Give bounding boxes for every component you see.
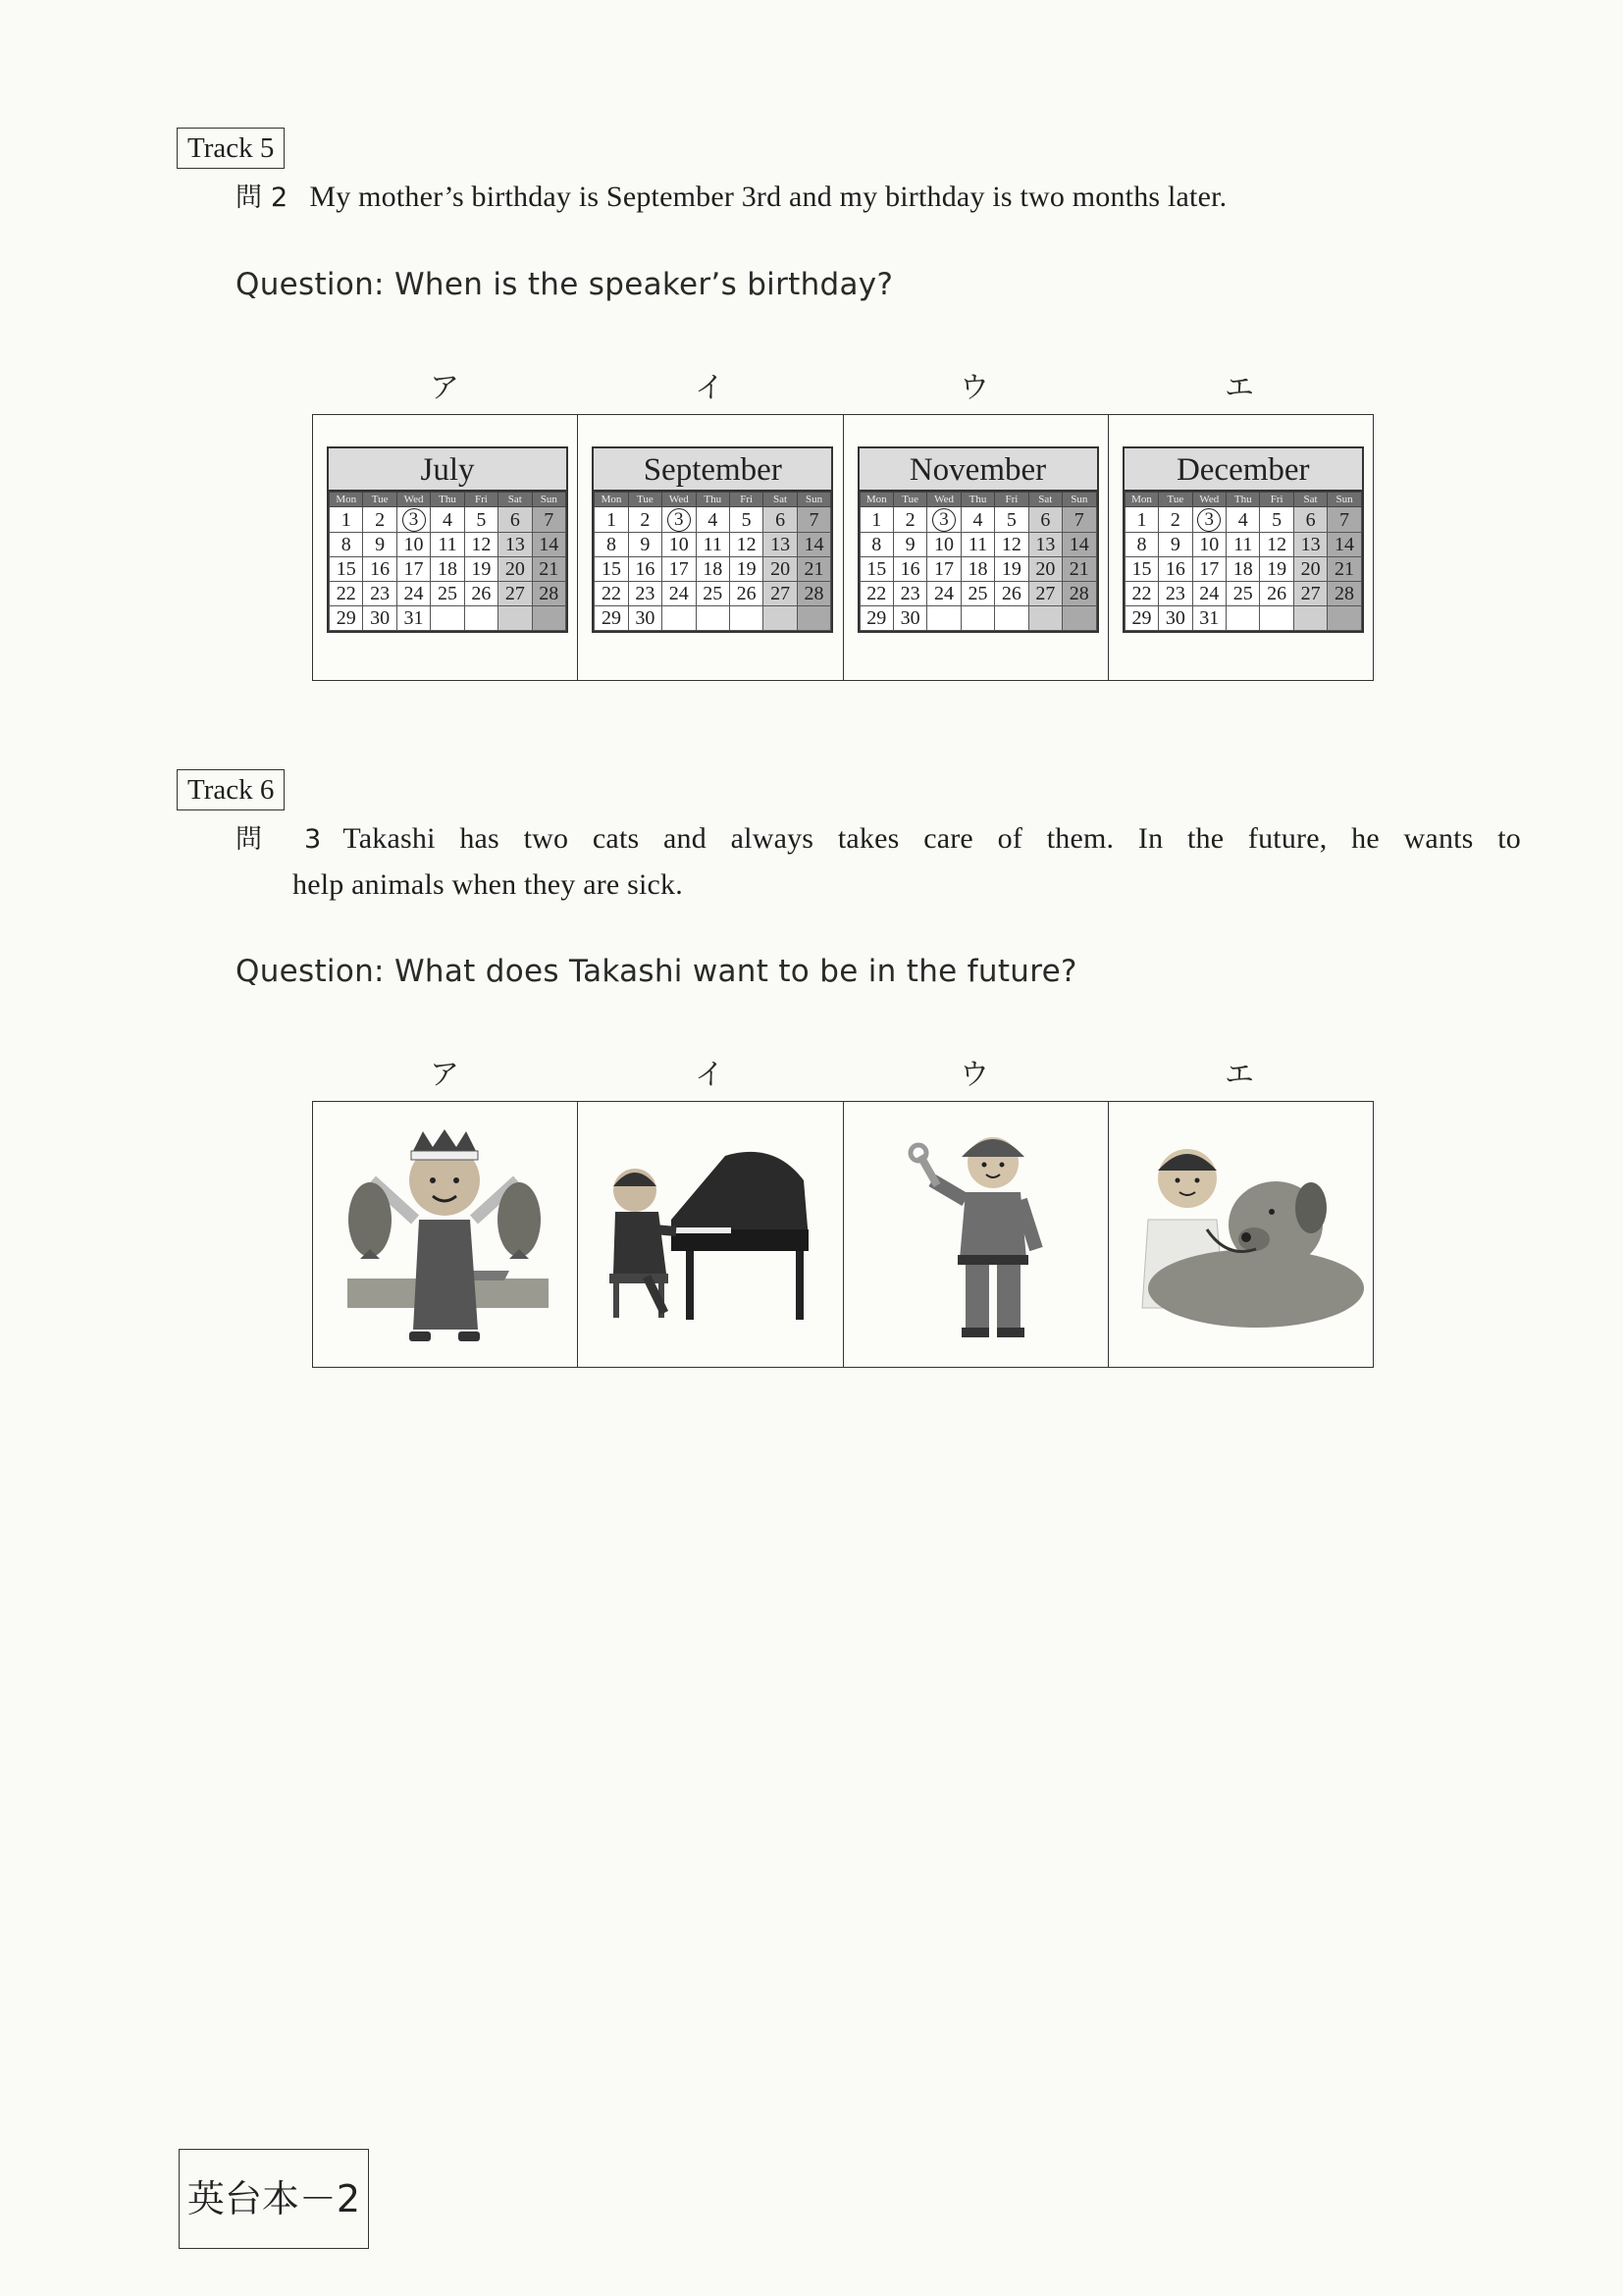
pianist-illustration [578,1102,843,1367]
calendar-day: 13 [1293,533,1327,557]
calendar-day: 5 [995,507,1028,533]
calendar-day: 2 [363,507,396,533]
calendar-day: 16 [1159,557,1192,582]
choice-a-letter: ア [430,1058,459,1092]
weekday-header: Sun [532,493,565,507]
calendar-day [532,606,565,631]
calendar-day: 14 [1328,533,1361,557]
calendar-day: 5 [464,507,497,533]
calendar-day: 7 [532,507,565,533]
weekday-header: Thu [696,493,729,507]
calendar-day: 4 [696,507,729,533]
calendar-day: 31 [396,606,430,631]
weekday-header: Tue [628,493,661,507]
calendar-day: 30 [363,606,396,631]
calendar-day: 16 [628,557,661,582]
choice-i-panel[interactable] [578,1102,843,1367]
calendar-day [464,606,497,631]
calendar-day: 30 [628,606,661,631]
calendar-day: 11 [696,533,729,557]
calendar-day: 13 [1028,533,1062,557]
calendar-day: 16 [363,557,396,582]
calendar-day: 2 [628,507,661,533]
calendar-day: 5 [729,507,762,533]
mechanic-illustration [844,1102,1109,1367]
calendar-day: 15 [860,557,893,582]
calendar-day: 21 [797,557,830,582]
calendar-day: 9 [1159,533,1192,557]
calendar-day: 22 [860,582,893,606]
calendar-day [1328,606,1361,631]
calendar-day: 22 [330,582,363,606]
question-3-statement [236,816,1521,908]
calendar-day: 11 [961,533,994,557]
calendar-day: 15 [330,557,363,582]
choice-u-letter: ウ [960,371,989,405]
choice-i-letter: イ [695,1058,724,1092]
calendar-day: 30 [893,606,926,631]
calendar-day: 12 [464,533,497,557]
calendar-day: 29 [330,606,363,631]
calendar-day: 7 [1328,507,1361,533]
calendar-day [1293,606,1327,631]
question-3-prompt: Question: What does Takashi want to be in the future? [236,954,1077,989]
calendar-day: 8 [330,533,363,557]
calendar-day: 7 [1063,507,1096,533]
choice-i-letter: イ [695,371,724,405]
weekday-header: Wed [927,493,961,507]
calendar-day: 1 [330,507,363,533]
calendar-day: 6 [498,507,532,533]
calendar-day: 3 [1192,507,1226,533]
calendar-day: 18 [431,557,464,582]
calendar-day: 23 [628,582,661,606]
question-2-number: 問 2 [236,183,288,213]
choice-a-letter: ア [430,371,459,405]
calendar-day [696,606,729,631]
calendar-day: 26 [1260,582,1293,606]
weekday-header: Fri [729,493,762,507]
calendar-day: 18 [1227,557,1260,582]
calendar-day: 28 [1328,582,1361,606]
calendar-day: 29 [1125,606,1158,631]
question-2-statement [236,175,1442,221]
weekday-header: Mon [595,493,628,507]
calendar-day: 2 [893,507,926,533]
calendar-day: 18 [961,557,994,582]
calendar-day: 23 [893,582,926,606]
weekday-header: Sat [498,493,532,507]
calendar-day: 29 [860,606,893,631]
calendar-day: 2 [1159,507,1192,533]
calendar-day: 23 [1159,582,1192,606]
calendar-day: 21 [1328,557,1361,582]
choice-e-panel[interactable] [1109,415,1373,680]
weekday-header: Wed [396,493,430,507]
choice-i-panel[interactable] [578,415,843,680]
weekday-header: Sun [1063,493,1096,507]
calendar-day: 19 [995,557,1028,582]
calendar-day: 20 [763,557,797,582]
calendar-day: 21 [532,557,565,582]
weekday-header: Sat [763,493,797,507]
calendar-month-title: July [329,448,566,492]
question-3-text-line2: help animals when they are sick. [292,868,683,901]
calendar-month-title: September [594,448,831,492]
calendar-day: 28 [532,582,565,606]
calendar-day: 14 [532,533,565,557]
calendar-day: 4 [431,507,464,533]
calendar-day [927,606,961,631]
calendar-day: 3 [927,507,961,533]
calendar-day: 27 [1293,582,1327,606]
calendar-day: 13 [498,533,532,557]
calendar-day: 9 [628,533,661,557]
question-2-text: My mother’s birthday is September 3rd and my birthday is two months later. [309,181,1228,213]
calendar-day: 24 [662,582,696,606]
weekday-header: Tue [363,493,396,507]
calendar-day: 10 [396,533,430,557]
calendar-choices [312,414,1374,681]
calendar-day: 9 [893,533,926,557]
calendar-day: 12 [729,533,762,557]
calendar-day: 3 [662,507,696,533]
weekday-header: Tue [1159,493,1192,507]
weekday-header: Sun [797,493,830,507]
calendar-day [729,606,762,631]
calendar-day: 11 [1227,533,1260,557]
choice-u-panel[interactable] [844,415,1109,680]
calendar-day: 27 [498,582,532,606]
calendar-day: 22 [1125,582,1158,606]
track-5-label: Track 5 [177,128,285,169]
calendar-day: 8 [595,533,628,557]
calendar [327,446,568,633]
calendar-day: 14 [797,533,830,557]
calendar-day: 24 [927,582,961,606]
calendar [858,446,1099,633]
calendar-day: 22 [595,582,628,606]
calendar-day [1063,606,1096,631]
calendar-day: 14 [1063,533,1096,557]
weekday-header: Mon [860,493,893,507]
calendar-day: 5 [1260,507,1293,533]
calendar-day: 27 [1028,582,1062,606]
choice-u-letter: ウ [960,1058,989,1092]
calendar-day: 19 [1260,557,1293,582]
calendar-day: 26 [464,582,497,606]
calendar-day: 25 [961,582,994,606]
calendar-day: 25 [696,582,729,606]
calendar-day [995,606,1028,631]
calendar-day: 31 [1192,606,1226,631]
calendar-day: 29 [595,606,628,631]
calendar-day: 9 [363,533,396,557]
weekday-header: Wed [662,493,696,507]
calendar-day: 25 [1227,582,1260,606]
calendar-day: 20 [1293,557,1327,582]
calendar-day: 28 [797,582,830,606]
calendar-day: 3 [396,507,430,533]
choice-e-letter: エ [1225,371,1254,405]
weekday-header: Thu [1227,493,1260,507]
calendar-day [1260,606,1293,631]
calendar-day [1227,606,1260,631]
calendar-day: 24 [1192,582,1226,606]
calendar-day: 20 [498,557,532,582]
weekday-header: Thu [431,493,464,507]
calendar-day: 1 [860,507,893,533]
weekday-header: Sat [1028,493,1062,507]
page-tag: 英台本－2 [179,2149,369,2249]
question-3-number: 問 3 [236,824,322,855]
calendar-day: 18 [696,557,729,582]
weekday-header: Tue [893,493,926,507]
calendar-day: 13 [763,533,797,557]
weekday-header: Fri [995,493,1028,507]
calendar [592,446,833,633]
calendar-day: 21 [1063,557,1096,582]
calendar-day: 11 [431,533,464,557]
calendar-day: 17 [396,557,430,582]
weekday-header: Mon [1125,493,1158,507]
calendar-day: 26 [995,582,1028,606]
choice-e-letter: エ [1225,1058,1254,1092]
calendar-day: 17 [927,557,961,582]
calendar-day: 10 [662,533,696,557]
calendar-day [763,606,797,631]
calendar-day: 23 [363,582,396,606]
calendar-day: 8 [860,533,893,557]
weekday-header: Fri [1260,493,1293,507]
calendar-day: 25 [431,582,464,606]
choice-a-panel[interactable] [313,1102,578,1367]
fisherman-illustration [313,1102,578,1367]
calendar-day: 28 [1063,582,1096,606]
calendar-day: 4 [1227,507,1260,533]
calendar-day: 17 [1192,557,1226,582]
occupation-choices [312,1101,1374,1368]
weekday-header: Thu [961,493,994,507]
calendar-day: 20 [1028,557,1062,582]
calendar-day: 7 [797,507,830,533]
calendar-day: 8 [1125,533,1158,557]
calendar-day: 1 [1125,507,1158,533]
choice-u-panel[interactable] [844,1102,1109,1367]
choice-a-panel[interactable] [313,415,578,680]
calendar-day [1028,606,1062,631]
question-3-choice-letters [312,1050,1372,1092]
calendar [1123,446,1364,633]
weekday-header: Fri [464,493,497,507]
weekday-header: Wed [1192,493,1226,507]
weekday-header: Sat [1293,493,1327,507]
calendar-day [797,606,830,631]
calendar-day: 4 [961,507,994,533]
question-2-choice-letters [312,363,1372,405]
question-2-prompt: Question: When is the speaker’s birthday? [236,267,894,302]
calendar-day: 26 [729,582,762,606]
calendar-day: 12 [1260,533,1293,557]
calendar-day: 6 [763,507,797,533]
calendar-month-title: December [1125,448,1362,492]
calendar-day [961,606,994,631]
weekday-header: Sun [1328,493,1361,507]
calendar-day: 27 [763,582,797,606]
calendar-day: 6 [1028,507,1062,533]
calendar-day [498,606,532,631]
calendar-day [662,606,696,631]
question-3-text-line1: Takashi has two cats and always takes care of them. In the future, he wants to [342,822,1521,855]
calendar-day: 1 [595,507,628,533]
calendar-day: 19 [729,557,762,582]
calendar-day: 16 [893,557,926,582]
weekday-header: Mon [330,493,363,507]
calendar-day: 30 [1159,606,1192,631]
calendar-day: 15 [595,557,628,582]
calendar-day [431,606,464,631]
calendar-day: 10 [927,533,961,557]
calendar-day: 6 [1293,507,1327,533]
choice-e-panel[interactable] [1109,1102,1373,1367]
calendar-day: 10 [1192,533,1226,557]
veterinarian-illustration [1109,1102,1373,1367]
calendar-month-title: November [860,448,1097,492]
calendar-day: 12 [995,533,1028,557]
calendar-day: 24 [396,582,430,606]
track-6-label: Track 6 [177,769,285,810]
calendar-day: 15 [1125,557,1158,582]
calendar-day: 19 [464,557,497,582]
calendar-day: 17 [662,557,696,582]
